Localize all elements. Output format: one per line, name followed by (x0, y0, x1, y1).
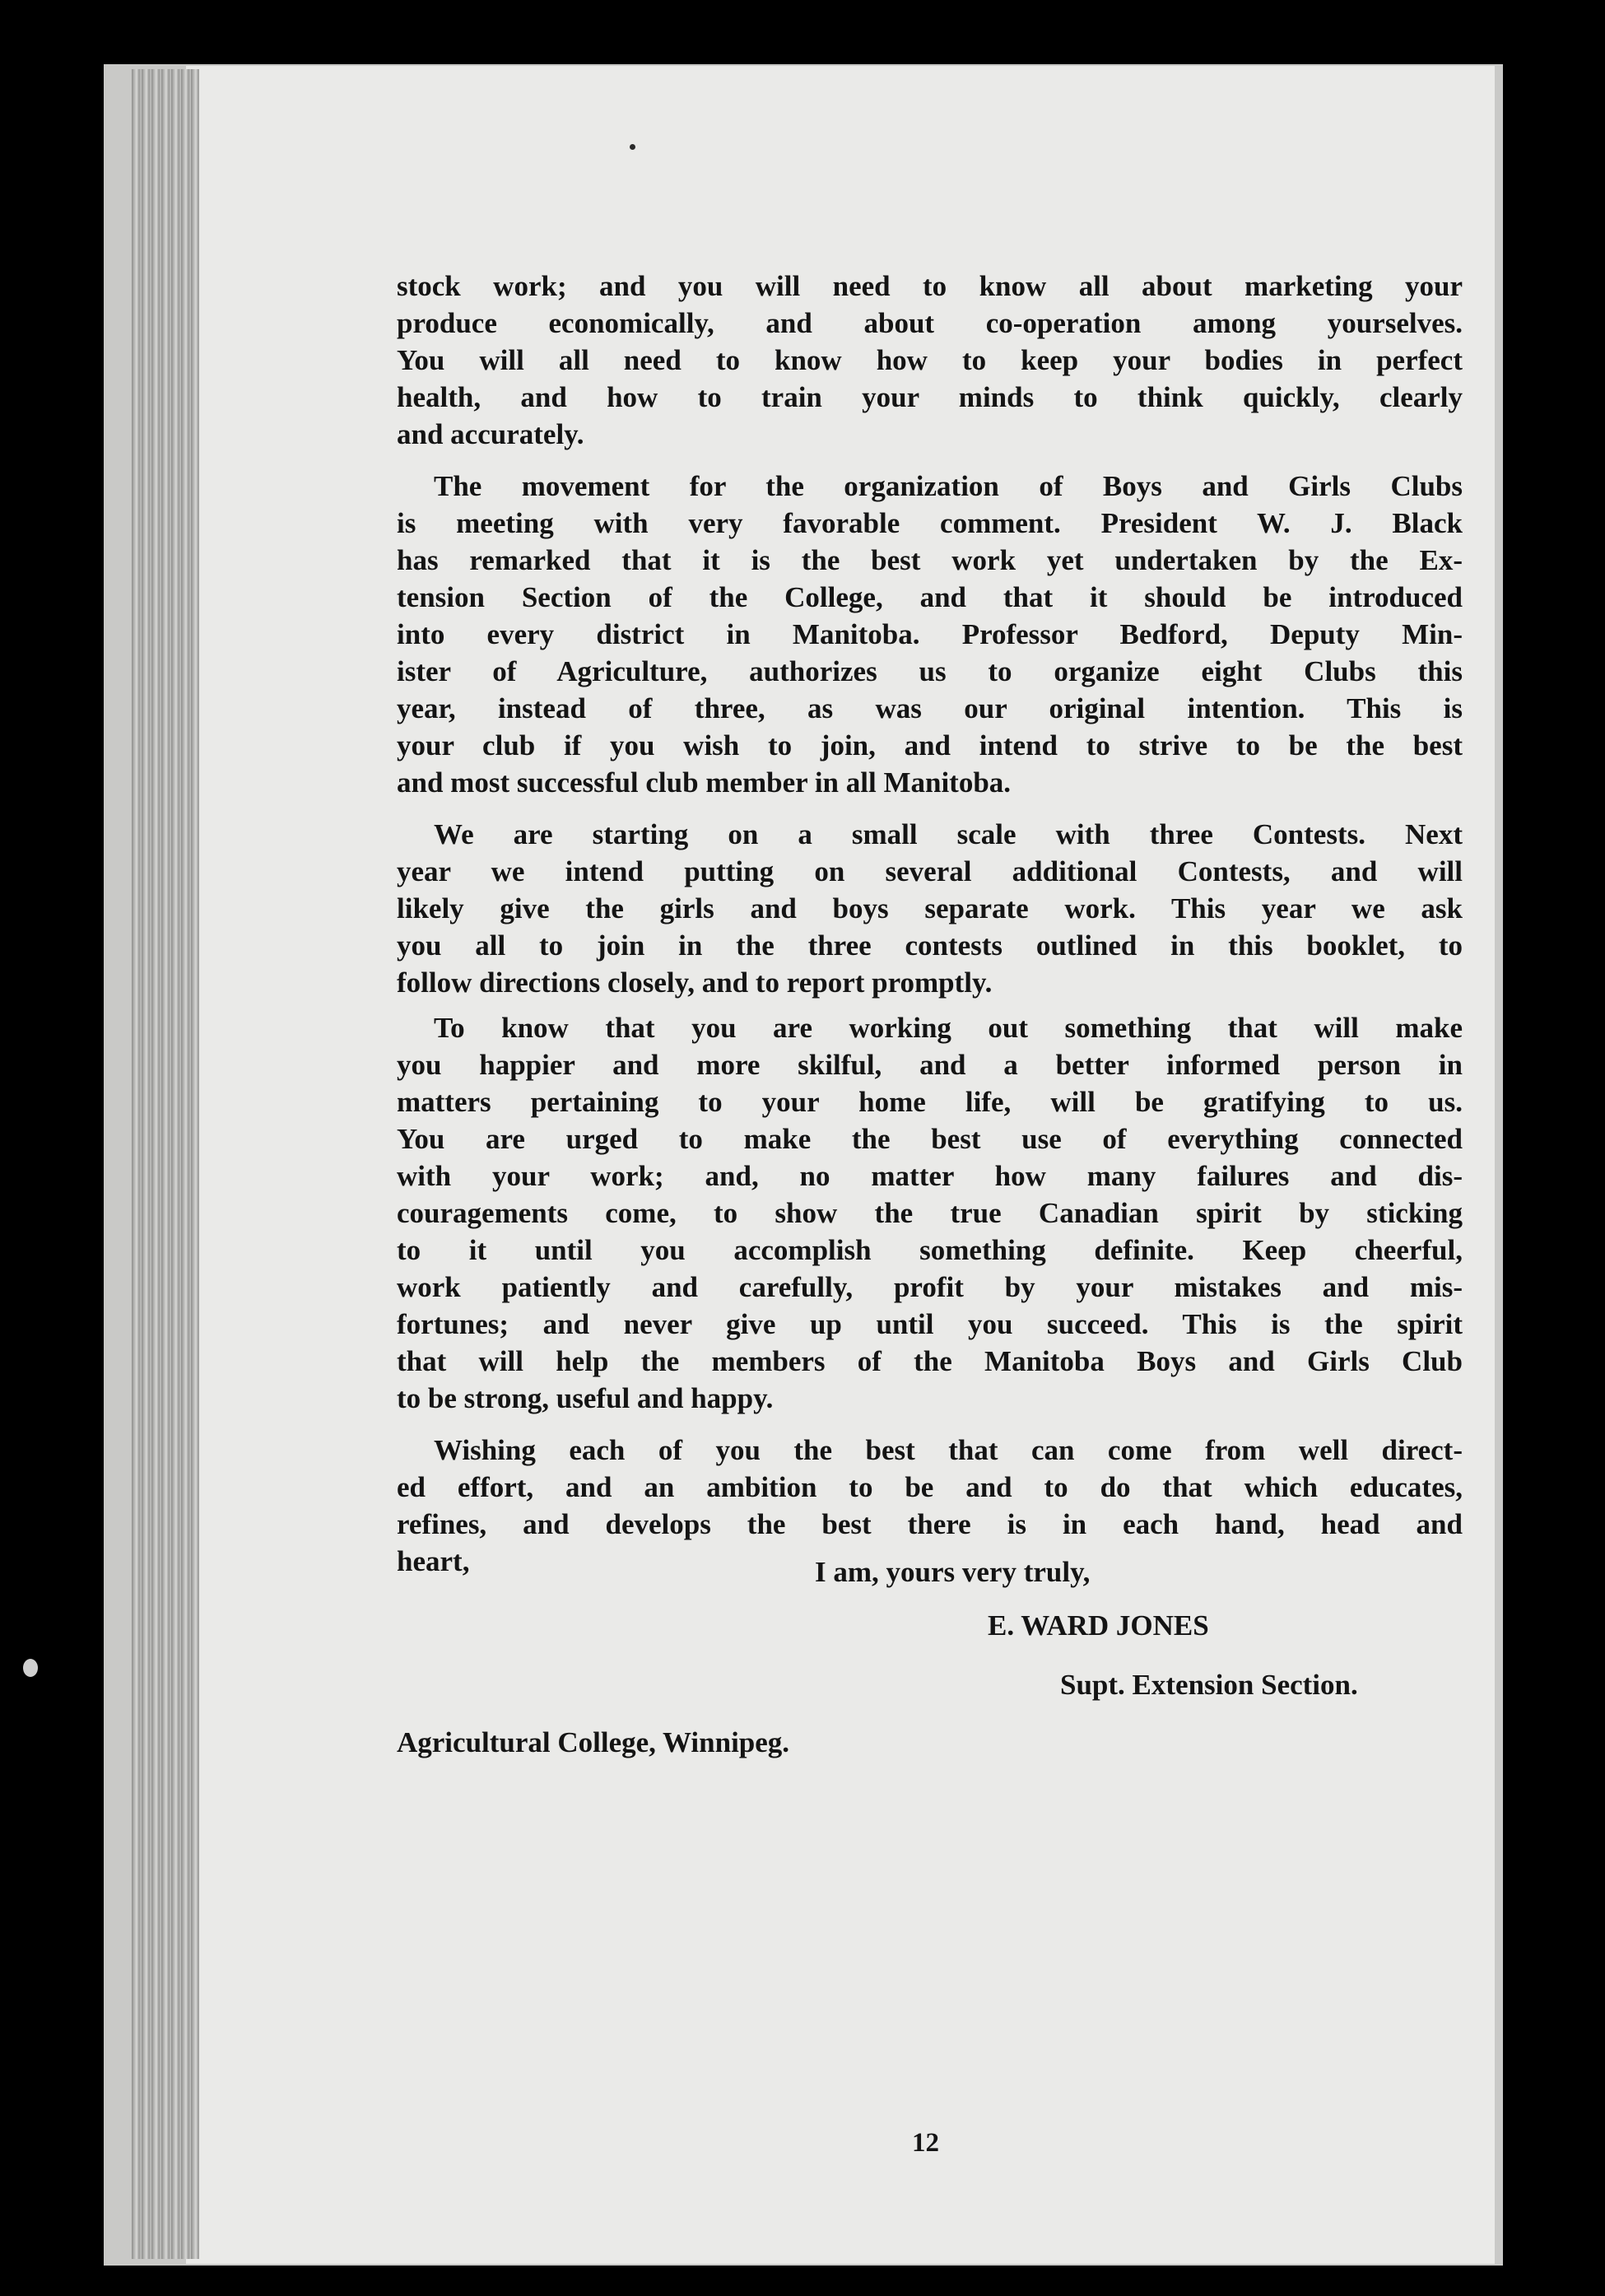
text-line: with your work; and, no matter how many failures and dis- (397, 1160, 1463, 1192)
text-line: The movement for the organization of Boys and Girls Clubs (434, 470, 1463, 502)
scan-speck (630, 144, 635, 150)
text-line: and most successful club member in all Manitoba. (397, 766, 1012, 799)
text-line: health, and how to train your minds to think quickly, clearly (397, 381, 1463, 413)
text-line: follow directions closely, and to report promptly. (397, 966, 993, 999)
page-stack-edge (132, 69, 199, 2259)
text-line: Wishing each of you the best that can come from well direct- (434, 1434, 1463, 1466)
signer-title: Supt. Extension Section. (1060, 1669, 1358, 1701)
text-line: year we intend putting on several additional Contests, and will (397, 855, 1463, 887)
paragraph-2 (397, 468, 1463, 801)
sender-address: Agricultural College, Winnipeg. (397, 1726, 790, 1758)
text-line: work patiently and carefully, profit by your mistakes and mis- (397, 1271, 1463, 1303)
text-line: you all to join in the three contests outlined in this booklet, to (397, 929, 1463, 962)
text-line: stock work; and you will need to know all about marketing your (397, 270, 1463, 302)
paragraph-4 (397, 1009, 1463, 1417)
text-line: has remarked that it is the best work yet undertaken by the Ex- (397, 544, 1463, 576)
text-line: matters pertaining to your home life, will be gratifying to us. (397, 1086, 1463, 1118)
text-line: year, instead of three, as was our original intention. This is (397, 692, 1463, 724)
paragraph-1 (397, 268, 1463, 453)
text-line: fortunes; and never give up until you succeed. This is the spirit (397, 1308, 1463, 1340)
text-line: to it until you accomplish something definite. Keep cheerful, (397, 1234, 1463, 1266)
text-line: ister of Agriculture, authorizes us to organize eight Clubs this (397, 655, 1463, 687)
text-line: You are urged to make the best use of everything connected (397, 1123, 1463, 1155)
scan-speck (23, 1659, 38, 1677)
page-number: 12 (912, 2128, 939, 2158)
text-line: likely give the girls and boys separate work. This year we ask (397, 892, 1463, 924)
text-line: is meeting with very favorable comment. President W. J. Black (397, 507, 1463, 539)
signer-name: E. WARD JONES (988, 1609, 1209, 1642)
text-line: couragements come, to show the true Canadian spirit by sticking (397, 1197, 1463, 1229)
text-line: you happier and more skilful, and a better informed person in (397, 1049, 1463, 1081)
letter-body (397, 268, 1463, 1580)
text-line: that will help the members of the Manitoba Boys and Girls Club (397, 1345, 1463, 1377)
text-line: ed effort, and an ambition to be and to do that which educates, (397, 1471, 1463, 1503)
closing-salutation: I am, yours very truly, (815, 1556, 1091, 1588)
text-line: into every district in Manitoba. Professor Bedford, Deputy Min- (397, 618, 1463, 650)
paragraph-3 (397, 816, 1463, 1001)
text-line: refines, and develops the best there is in each hand, head and (397, 1508, 1463, 1540)
text-line: You will all need to know how to keep your bodies in perfect (397, 344, 1463, 376)
text-line: produce economically, and about co-operation among yourselves. (397, 307, 1463, 339)
text-line: and accurately. (397, 418, 584, 450)
text-line: heart, (397, 1545, 470, 1577)
text-line: to be strong, useful and happy. (397, 1382, 774, 1414)
text-line: your club if you wish to join, and intend to strive to be the best (397, 729, 1463, 761)
text-line: To know that you are working out something that will make (434, 1012, 1463, 1044)
text-line: We are starting on a small scale with three Contests. Next (434, 818, 1463, 850)
text-line: tension Section of the College, and that it should be introduced (397, 581, 1463, 613)
